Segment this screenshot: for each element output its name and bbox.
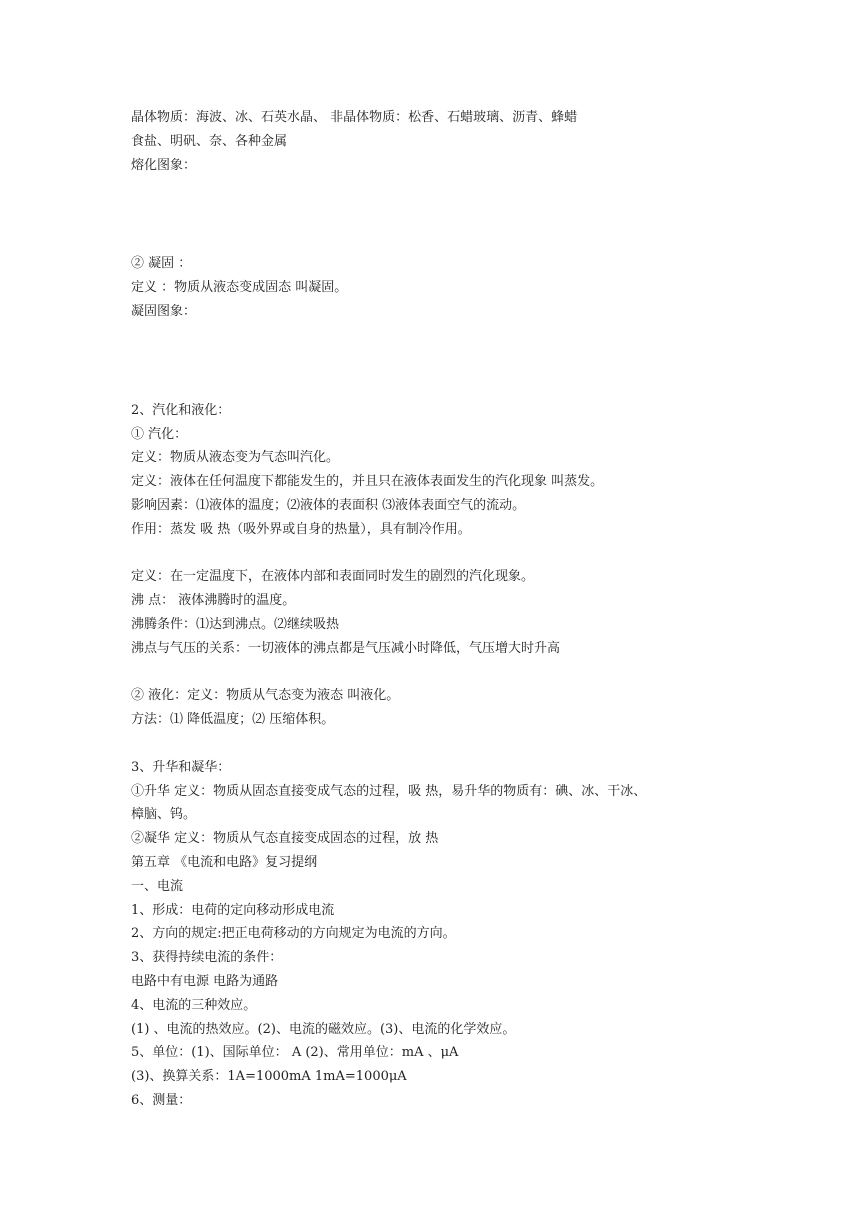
text-line: 4、电流的三种效应。 — [131, 997, 257, 1013]
section-heading: 3、升华和凝华： — [131, 759, 231, 775]
blank-line — [131, 542, 741, 566]
text-line: 食盐、明矾、奈、各种金属 — [131, 133, 288, 149]
text-line: ①升华 定义：物质从固态直接变成气态的过程，吸 热，易升华的物质有：碘、冰、干冰、 — [131, 783, 647, 799]
text-line: 电路中有电源 电路为通路 — [131, 973, 279, 989]
blank-line — [131, 661, 741, 685]
section-heading: 一、电流 — [131, 878, 184, 894]
text-line: 定义 ：物质从液态变成固态 叫凝固。 — [131, 280, 348, 296]
text-line: 方法：⑴ 降低温度；⑵ 压缩体积。 — [131, 712, 335, 728]
document-page — [131, 106, 741, 1113]
text-line: (1) 、电流的热效应。(2)、电流的磁效应。(3)、电流的化学效应。 — [131, 1021, 516, 1037]
text-line: 5、单位：(1)、国际单位： A (2)、常用单位：mA 、μA — [131, 1045, 459, 1061]
text-line: 沸 点： 液体沸腾时的温度。 — [131, 593, 296, 609]
text-line: ② 凝固 ： — [131, 256, 192, 272]
text-line: ②凝华 定义：物质从气态直接变成固态的过程，放 热 — [131, 831, 439, 847]
text-line: ② 液化：定义：物质从气态变为液态 叫液化。 — [131, 688, 400, 704]
text-line: 定义：在一定温度下，在液体内部和表面同时发生的剧烈的汽化现象。 — [131, 569, 535, 585]
text-line: 凝固图象： — [131, 303, 197, 319]
chapter-title: 第五章 《电流和电路》复习提纲 — [131, 854, 318, 870]
text-line: 沸腾条件：⑴达到沸点。⑵继续吸热 — [131, 616, 340, 632]
text-line: 樟脑、钨。 — [131, 807, 197, 823]
text-line: 2、方向的规定:把正电荷移动的方向规定为电流的方向。 — [131, 926, 456, 942]
text-line: 晶体物质：海波、冰、石英水晶、 非晶体物质：松香、石蜡玻璃、沥青、蜂蜡 — [131, 110, 578, 125]
text-line: (3)、换算关系：1A=1000mA 1mA=1000μA — [131, 1069, 407, 1085]
text-line: 定义：物质从液态变为气态叫汽化。 — [131, 450, 340, 466]
text-line: ① 汽化： — [131, 426, 188, 442]
blank-line — [131, 732, 741, 756]
section-heading: 2、汽化和液化： — [131, 402, 231, 418]
text-line: 影响因素：⑴液体的温度；⑵液体的表面积 ⑶液体表面空气的流动。 — [131, 497, 526, 513]
text-line: 沸点与气压的关系：一切液体的沸点都是气压减小时降低，气压增大时升高 — [131, 640, 561, 656]
text-line: 熔化图象： — [131, 157, 197, 173]
text-line: 6、测量： — [131, 1092, 192, 1108]
solidification-graph-placeholder — [131, 324, 741, 399]
melting-graph-placeholder — [131, 177, 741, 252]
text-line: 定义：液体在任何温度下都能发生的，并且只在液体表面发生的汽化现象 叫蒸发。 — [131, 474, 604, 490]
text-line: 作用：蒸发 吸 热（吸外界或自身的热量），具有制冷作用。 — [131, 521, 471, 537]
text-line: 3、获得持续电流的条件： — [131, 950, 283, 966]
text-line: 1、形成：电荷的定向移动形成电流 — [131, 902, 335, 918]
